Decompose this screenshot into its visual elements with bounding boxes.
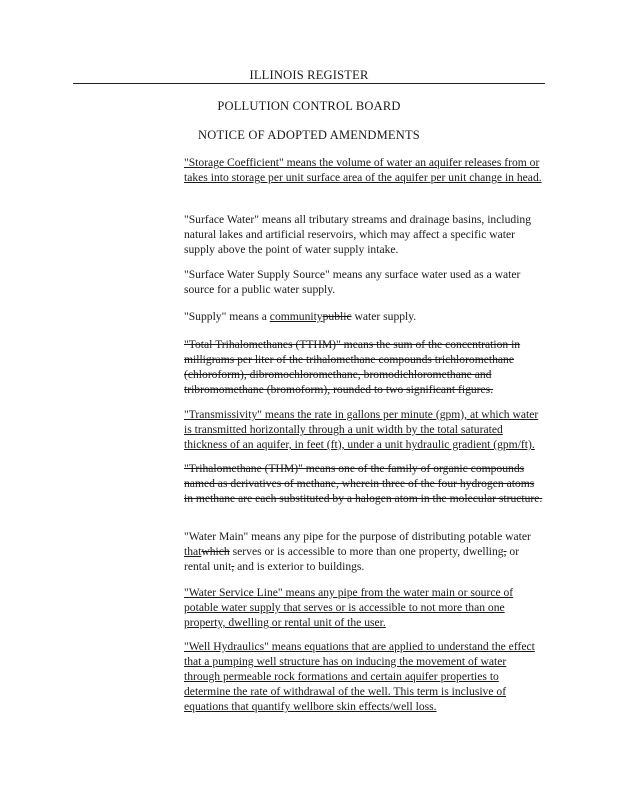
water-main-text-2: serves or is accessible to more than one property, dwelling [229,545,504,558]
deleted-text: "Total Trihalomethanes (TTHM)" means the sum of the concentration in milligrams per liter of the trihalomethane compounds trichloromethane (chloroform), dibromochloromethane, bromodichloromethane and tribromomethane (bromoform), rounded to two significant figures. [184,338,521,396]
deleted-comma: , [231,560,235,573]
definition-water-main [184,529,544,574]
inserted-text: "Well Hydraulics" means equations that are applied to understand the effect that a pumping well structure has on inducing the movement of water through permeable rock formations and certain aquifer properties to determine the rate of withdrawal of the well. This term is inclusive of equations that quantify wellbore skin effects/well loss. [184,640,535,713]
definition-total-trihalomethanes [184,337,544,397]
inserted-text: "Transmissivity" means the rate in gallons per minute (gpm), at which water is transmitted horizontally through a unit width by the total saturated thickness of an aquifer, in feet (ft), under a unit hydraulic gradient (gpm/ft). [184,408,539,451]
register-title: ILLINOIS REGISTER [249,68,369,82]
supply-text-before: "Supply" means a [184,310,270,323]
inserted-text: that [184,545,202,558]
definition-supply [184,309,544,324]
supply-text-after: water supply. [351,310,417,323]
water-main-text-1: "Water Main" means any pipe for the purpose of distributing potable water [184,530,531,543]
water-main-text-3: or rental unit [184,545,520,573]
water-main-text-4: and is exterior to buildings. [234,560,365,573]
definition-trihalomethane [184,461,544,506]
definition-surface-water: "Surface Water" means all tributary streams and drainage basins, including natural lakes and artificial reservoirs, which may affect a specific water supply above the point of water supply intake. [184,213,532,256]
definition-storage-coefficient [184,155,544,185]
definition-well-hydraulics [184,639,544,714]
board-title: POLLUTION CONTROL BOARD [217,99,401,113]
definition-water-service-line [184,585,544,630]
inserted-text: "Water Service Line" means any pipe from the water main or source of potable water supply that serves or is accessible to not more than one property, dwelling or rental unit of the user. [184,586,514,629]
deleted-text: "Trihalomethane (THM)" means one of the family of organic compounds named as derivatives of methane, wherein three of the four hydrogen atoms in methane are each substituted by a halogen atom in the molecular structure. [184,462,543,505]
deleted-comma: , [503,545,507,558]
deleted-text: public [322,310,352,323]
notice-title: NOTICE OF ADOPTED AMENDMENTS [198,128,420,142]
header-divider [73,83,545,84]
definition-transmissivity [184,407,544,452]
inserted-text: community [269,310,323,323]
definition-surface-water-supply-source: "Surface Water Supply Source" means any surface water used as a water source for a public water supply. [184,268,521,296]
inserted-text: "Storage Coefficient" means the volume of water an aquifer releases from or takes into storage per unit surface area of the aquifer per unit change in head. [184,156,542,184]
deleted-text: which [201,545,230,558]
